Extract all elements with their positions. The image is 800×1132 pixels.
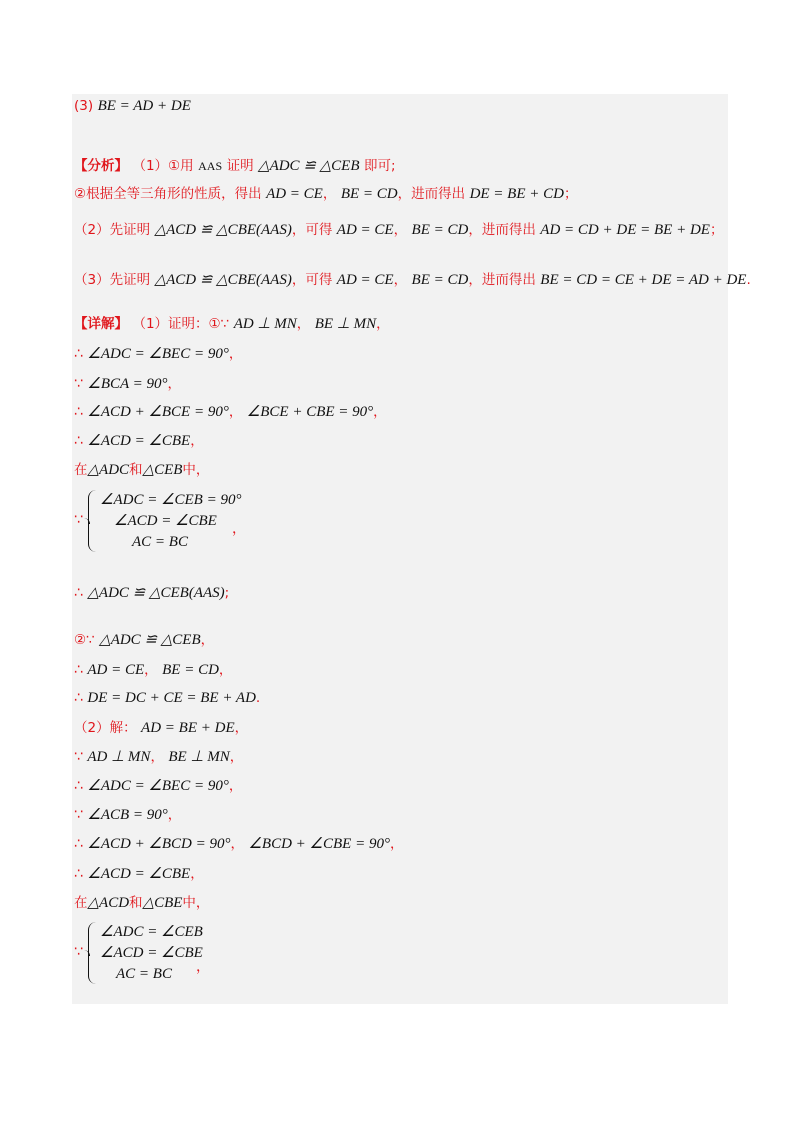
math-expression: △ADC ≌ △CEB (258, 158, 360, 174)
therefore-symbol: ∴ (74, 778, 83, 794)
text: ， (373, 404, 387, 420)
therefore-symbol: ∴ (74, 346, 83, 362)
text: ，可得 (291, 272, 333, 288)
text: ， (228, 778, 243, 794)
text: ， (190, 433, 204, 449)
text: ，进而得出 (468, 272, 536, 288)
math-expression: AD = CE (87, 662, 145, 678)
math-expression: DE = DC + CE = BE + AD (87, 690, 256, 706)
system-row: ∠ADC = ∠CEB = 90° (100, 492, 242, 508)
analysis-label: 【分析】 (74, 158, 128, 174)
math-expression: ∠BCE + CBE = 90° (246, 404, 374, 420)
detail-line-13 (74, 776, 242, 796)
math-expression: ∠ADC = ∠BEC = 90° (87, 778, 229, 794)
text: . (255, 690, 261, 706)
text: ； (709, 222, 724, 238)
math-expression: △ADC ≌ △CEB (99, 632, 201, 648)
math-expression: BE ⊥ MN (168, 749, 230, 765)
because-symbol: ∵ (74, 376, 83, 392)
math-expression: AD ⊥ MN (87, 749, 151, 765)
detail-line-9 (74, 660, 232, 680)
math-expression: △ACD (87, 895, 130, 911)
left-brace (88, 922, 98, 984)
text: ， (393, 222, 408, 238)
text: ，可得 (291, 222, 333, 238)
text: （1）证明：①∵ (132, 316, 230, 332)
part3-answer (74, 96, 191, 116)
analysis-line-2 (74, 184, 577, 204)
math-expression: ∠ACD = ∠CBE (87, 433, 191, 449)
math-expression: ∠ADC = ∠BEC = 90° (87, 346, 229, 362)
math-expression: AD ⊥ MN (233, 316, 297, 332)
detail-line-1 (74, 314, 390, 334)
math-expression: ∠BCD + ∠CBE = 90° (248, 836, 390, 852)
text: ， (234, 720, 249, 736)
text: ， (228, 346, 243, 362)
because-symbol: ∵ (74, 944, 83, 960)
detail-line-7 (74, 583, 229, 603)
therefore-symbol: ∴ (74, 433, 83, 449)
text: ， (389, 836, 404, 852)
text: 和 (129, 462, 143, 478)
math-expression: BE = CD (162, 662, 219, 678)
because-symbol: ∵ (74, 807, 83, 823)
text: （1）①用 (132, 158, 194, 174)
math-expression: ∠ACD + ∠BCD = 90° (87, 836, 231, 852)
text: ， (144, 662, 158, 678)
text: （2）先证明 (74, 222, 151, 238)
text: 证明 (226, 158, 254, 174)
text: ， (167, 376, 182, 392)
text: ， (218, 662, 233, 678)
text: ②∵ (74, 632, 95, 648)
text: ; (224, 585, 230, 601)
math-text: AAS (198, 159, 223, 173)
therefore-symbol: ∴ (74, 690, 83, 706)
text: 在 (74, 462, 88, 478)
system-row: AC = BC (116, 966, 172, 982)
text: ， (322, 186, 337, 202)
equation-system-2 (74, 922, 374, 988)
text: ， (190, 866, 204, 882)
math-expression: ∠BCA = 90° (87, 376, 168, 392)
detail-line-14 (74, 805, 181, 825)
math-expression: BE = CD (340, 186, 398, 202)
therefore-symbol: ∴ (74, 866, 83, 882)
math-expression: △ACD ≌ △CBE(AAS) (154, 272, 292, 288)
therefore-symbol: ∴ (74, 836, 83, 852)
detail-line-5 (74, 431, 204, 451)
system-row: ∠ACD = ∠CBE (114, 513, 217, 529)
detail-line-6 (74, 460, 209, 480)
left-brace (88, 490, 98, 552)
text: 和 (129, 895, 143, 911)
because-symbol: ∵ (74, 749, 83, 765)
because-symbol: ∵ (74, 512, 83, 528)
equation-system-1 (74, 490, 374, 556)
text: （2）解： (74, 720, 137, 736)
text: ， (167, 807, 182, 823)
math-expression: BE ⊥ MN (314, 316, 377, 332)
text: ； (563, 186, 578, 202)
analysis-line-4 (74, 270, 751, 290)
analysis-line-1 (74, 156, 396, 176)
text: 即可; (363, 158, 396, 174)
detail-line-17 (74, 893, 209, 913)
analysis-line-3 (74, 220, 723, 240)
detail-line-10 (74, 688, 260, 708)
math-expression: ∠ACD + ∠BCE = 90° (87, 404, 229, 420)
text: （3）先证明 (74, 272, 151, 288)
detail-line-12 (74, 747, 243, 767)
math-expression: △ADC ≌ △CEB(AAS) (87, 585, 225, 601)
math-expression: AD = CE (336, 272, 394, 288)
text: ②根据全等三角形的性质，得出 (74, 186, 262, 202)
math-expression: ∠ACD = ∠CBE (87, 866, 191, 882)
text: ， (393, 272, 408, 288)
text: ， (232, 521, 246, 537)
math-expression: AD = CD + DE = BE + DE (540, 222, 710, 238)
therefore-symbol: ∴ (74, 585, 83, 601)
math-expression: △CEB (142, 462, 183, 478)
text: ， (230, 836, 245, 852)
therefore-symbol: ∴ (74, 662, 83, 678)
text: ， (376, 316, 390, 332)
detail-line-11 (74, 718, 248, 738)
math-expression: BE = CD (411, 222, 469, 238)
math-expression: AD = CE (336, 222, 394, 238)
math-expression: AD = CE (266, 186, 323, 202)
math-expression: ∠ACB = 90° (87, 807, 168, 823)
system-row: AC = BC (132, 534, 188, 550)
text: ， (228, 404, 243, 420)
system-row: ∠ACD = ∠CBE (100, 945, 203, 961)
text: ， (200, 632, 215, 648)
detail-line-2 (74, 344, 242, 364)
detail-line-16 (74, 864, 204, 884)
detail-line-15 (74, 834, 403, 854)
math-expression: BE = CD (411, 272, 469, 288)
text: ， (296, 316, 311, 332)
therefore-symbol: ∴ (74, 404, 83, 420)
text: 中， (182, 895, 210, 911)
math-expression: BE = AD + DE (97, 98, 191, 114)
detail-line-4 (74, 402, 387, 422)
system-row: ∠ADC = ∠CEB (100, 924, 203, 940)
text: ，进而得出 (468, 222, 536, 238)
math-expression: BE = CD = CE + DE = AD + DE (540, 272, 747, 288)
text: ， (229, 749, 244, 765)
text: ，进而得出 (397, 186, 466, 202)
math-expression: △CBE (142, 895, 183, 911)
math-expression: △ADC (87, 462, 130, 478)
text: . (746, 272, 751, 288)
text: 在 (74, 895, 88, 911)
detail-line-8 (74, 630, 214, 650)
text: 中， (182, 462, 210, 478)
text: ， (196, 959, 210, 975)
math-expression: △ACD ≌ △CBE(AAS) (154, 222, 292, 238)
text: ， (150, 749, 164, 765)
math-expression: AD = BE + DE (141, 720, 235, 736)
part-number: (3) (74, 98, 94, 114)
math-expression: DE = BE + CD (469, 186, 564, 202)
detail-label: 【详解】 (74, 316, 128, 332)
detail-line-3 (74, 374, 181, 394)
